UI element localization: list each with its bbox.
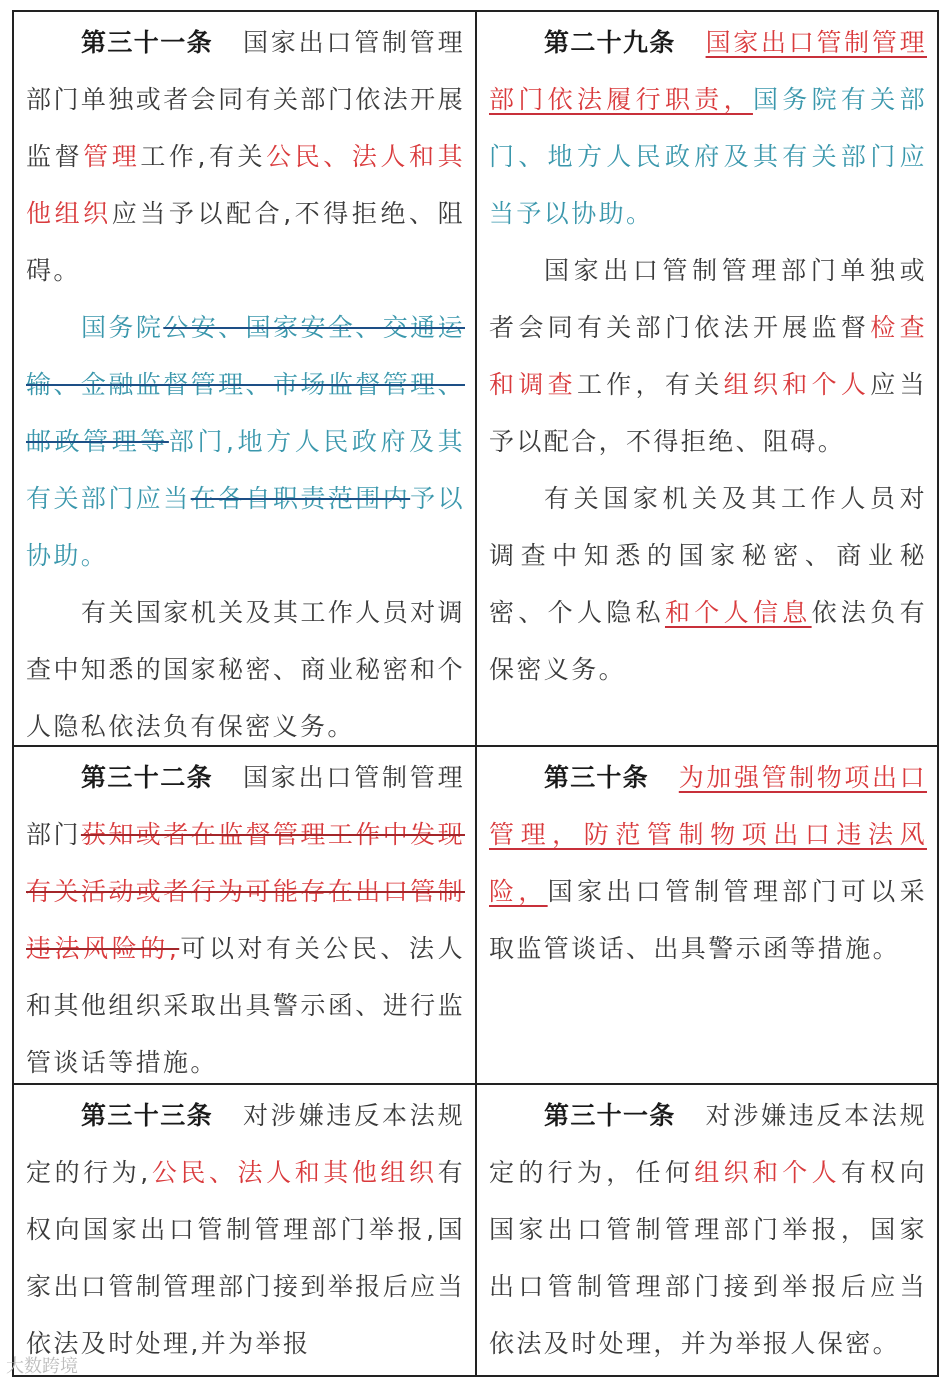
highlight-text: 公民、法人和其他组织 — [150, 1158, 438, 1187]
body-text: 有关国家机关及其工作人员对调查中知悉的国家秘密、商业秘密、个人隐私 — [489, 484, 927, 627]
article-number: 第三十一条 — [81, 28, 213, 57]
added-text: 国务院有关部门、地方人民政府及其有关部门应当予以协助。 — [489, 85, 927, 228]
highlight-text: 组织和个人 — [723, 370, 871, 399]
body-text: 有关国家机关及其工作人员对调查中知悉的国家秘密、商业秘密和个人隐私依法负有保密义务。 — [26, 598, 465, 741]
paragraph — [26, 749, 465, 1083]
body-text: 应当予以配合，不得拒绝、阻碍。 — [489, 370, 927, 456]
paragraph — [489, 242, 927, 470]
table-row — [14, 12, 937, 747]
article-number: 第三十三条 — [81, 1101, 213, 1130]
article-number: 第二十九条 — [544, 28, 676, 57]
new-text-cell — [477, 747, 937, 1083]
article-number: 第三十一条 — [544, 1101, 676, 1130]
added-text: 国务院 — [81, 313, 164, 342]
article-number: 第三十条 — [544, 763, 649, 792]
highlight-text: 公民、法人和其他组织 — [26, 142, 465, 228]
body-text: 工作,有关 — [140, 142, 267, 171]
paragraph — [489, 470, 927, 698]
body-text: 对涉嫌违反本法规定的行为, — [26, 1101, 465, 1187]
body-text: 国家出口管制管理部门 — [26, 763, 465, 849]
paragraph — [26, 584, 465, 745]
new-text-cell — [477, 12, 937, 745]
paragraph — [26, 299, 465, 584]
body-text: 国家出口管制管理部门可以采取监管谈话、出具警示函等措施。 — [489, 877, 927, 963]
paragraph — [26, 14, 465, 299]
paragraph — [489, 1087, 927, 1372]
paragraph — [489, 749, 927, 977]
table-row — [14, 1085, 937, 1375]
body-text: 国家出口管制管理部门单独或者会同有关部门依法开展监督 — [489, 256, 927, 342]
body-text: 可以对有关公民、法人和其他组织采取出具警示函、进行监管谈话等措施。 — [26, 934, 465, 1077]
paragraph — [489, 14, 927, 242]
body-text: 有权向国家出口管制管理部门举报,国家出口管制管理部门接到举报后应当依法及时处理,并为举报 — [26, 1158, 465, 1358]
body-text: 工作，有关 — [576, 370, 724, 399]
article-number: 第三十二条 — [81, 763, 213, 792]
highlight-text: 检查和调查 — [489, 313, 927, 399]
old-text-cell — [14, 1085, 477, 1375]
body-text: 依法负有保密义务。 — [489, 598, 927, 684]
underlined-text: 国家出口管制管理部门依法履行职责， — [489, 28, 927, 114]
body-text: 有权向国家出口管制管理部门举报，国家出口管制管理部门接到举报后应当依法及时处理，并为举报人保密。 — [489, 1158, 927, 1358]
highlight-text: 组织和个人 — [694, 1158, 841, 1187]
old-text-cell — [14, 12, 477, 745]
added-text: 予以协助。 — [26, 484, 465, 570]
body-text: 国家出口管制管理部门单独或者会同有关部门依法开展监督 — [26, 28, 465, 171]
body-text: 应当予以配合,不得拒绝、阻碍。 — [26, 199, 465, 285]
new-text-cell — [477, 1085, 937, 1375]
paragraph — [26, 1087, 465, 1372]
deleted-text: 获知或者在监督管理工作中发现有关活动或者行为可能存在出口管制违法风险的, — [26, 820, 465, 963]
comparison-table — [12, 10, 939, 1377]
table-row — [14, 747, 937, 1085]
deleted-text: 公安、国家安全、交通运输、金融监督管理、市场监督管理、邮政管理等 — [26, 313, 465, 456]
body-text: 对涉嫌违反本法规定的行为，任何 — [489, 1101, 927, 1187]
watermark-logo: 大数跨境 — [6, 1356, 78, 1377]
old-text-cell — [14, 747, 477, 1083]
underlined-text: 为加强管制物项出口管理，防范管制物项出口违法风险， — [489, 763, 927, 906]
underlined-text: 和个人信息 — [664, 598, 812, 627]
added-text: 部门,地方人民政府及其有关部门应当 — [26, 427, 465, 513]
deleted-text: 在各自职责范围内 — [190, 484, 411, 513]
highlight-text: 管理 — [83, 142, 141, 171]
